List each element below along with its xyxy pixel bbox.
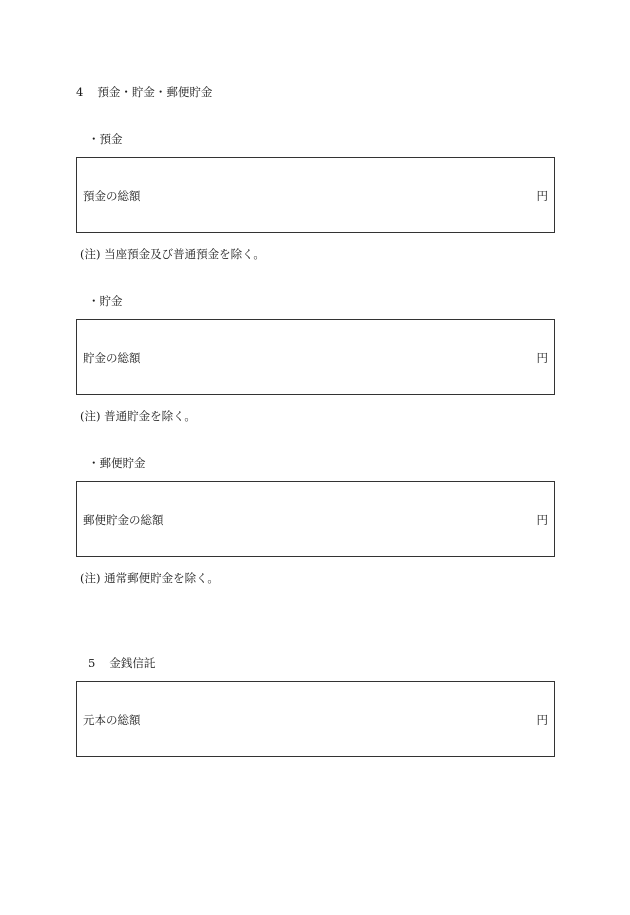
deposit-heading: ・預金 [88, 132, 123, 146]
trust-principal-box [76, 681, 555, 757]
section-5-title: 金銭信託 [109, 656, 156, 670]
postal-savings-note: (注) 通常郵便貯金を除く。 [80, 571, 219, 585]
trust-principal-unit: 円 [536, 713, 548, 727]
deposit-total-label: 預金の総額 [83, 189, 141, 203]
savings-total-unit: 円 [536, 351, 548, 365]
section-4-title: 預金・貯金・郵便貯金 [97, 85, 213, 99]
deposit-total-box [76, 157, 555, 233]
savings-heading: ・貯金 [88, 294, 123, 308]
deposit-note: (注) 当座預金及び普通預金を除く。 [80, 247, 265, 261]
deposit-total-unit: 円 [536, 189, 548, 203]
postal-savings-total-label: 郵便貯金の総額 [83, 513, 164, 527]
postal-savings-total-unit: 円 [536, 513, 548, 527]
section-4-number: 4 [76, 85, 84, 99]
postal-savings-total-box [76, 481, 555, 557]
section-5-number: 5 [88, 656, 96, 670]
postal-savings-heading: ・郵便貯金 [88, 456, 146, 470]
section-4-heading [76, 85, 212, 99]
savings-note: (注) 普通貯金を除く。 [80, 409, 196, 423]
savings-total-label: 貯金の総額 [83, 351, 141, 365]
trust-principal-label: 元本の総額 [83, 713, 141, 727]
section-5-heading [88, 656, 155, 670]
savings-total-box [76, 319, 555, 395]
